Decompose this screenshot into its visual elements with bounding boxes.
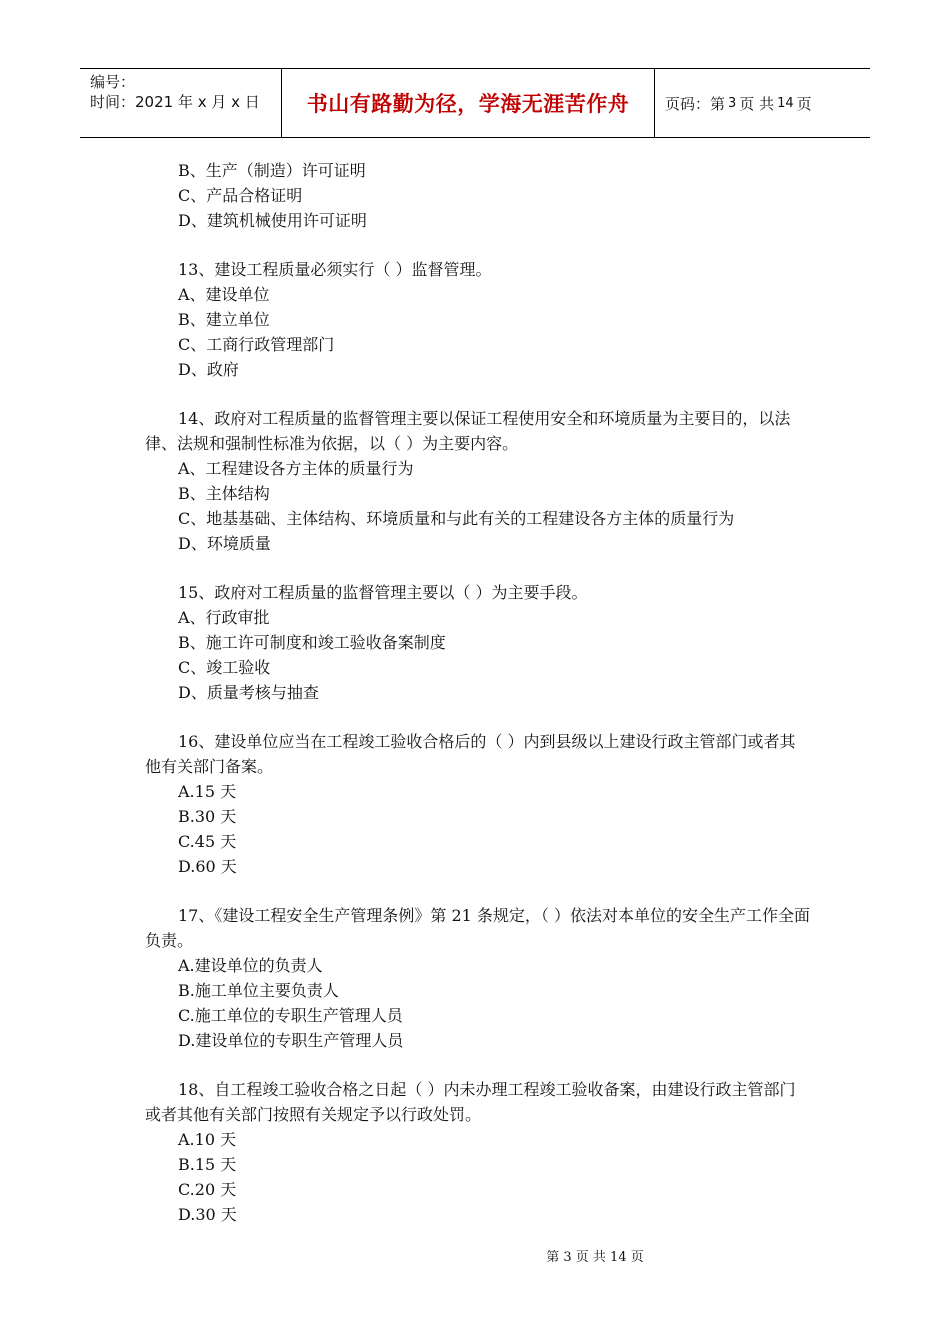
question-text: 16、建设单位应当在工程竣工验收合格后的（ ）内到县级以上建设行政主管部门或者其他有关部门备案。 xyxy=(145,732,796,776)
answer-option: A.10 天 xyxy=(178,1130,237,1149)
answer-option: D、质量考核与抽查 xyxy=(178,683,319,702)
paragraph-gap xyxy=(145,1053,810,1077)
motto: 书山有路勤为径，学海无涯苦作舟 xyxy=(306,92,630,116)
answer-option: C.施工单位的专职生产管理人员 xyxy=(178,1006,403,1025)
page-current: 3 xyxy=(728,95,737,111)
page-mid: 页 共 xyxy=(739,94,775,113)
page-total: 14 xyxy=(777,95,794,111)
question-text: 13、建设工程质量必须实行（ ）监督管理。 xyxy=(178,260,492,279)
answer-option: A、行政审批 xyxy=(178,608,270,627)
answer-option: C、产品合格证明 xyxy=(178,186,303,205)
paragraph-gap xyxy=(145,233,810,257)
header-meta xyxy=(80,69,282,137)
answer-option: C、工商行政管理部门 xyxy=(178,335,335,354)
answer-option: A、建设单位 xyxy=(178,285,270,304)
answer-option: C、竣工验收 xyxy=(178,658,271,677)
header-motto-cell xyxy=(282,69,655,137)
paragraph-gap xyxy=(145,556,810,580)
answer-option: B、施工许可制度和竣工验收备案制度 xyxy=(178,633,446,652)
answer-option: C、地基基础、主体结构、环境质量和与此有关的工程建设各方主体的质量行为 xyxy=(178,509,735,528)
answer-option: A.建设单位的负责人 xyxy=(178,956,323,975)
answer-option: D、政府 xyxy=(178,360,239,379)
header-page-cell xyxy=(655,69,870,137)
answer-option: B、主体结构 xyxy=(178,484,270,503)
answer-option: A.15 天 xyxy=(178,782,237,801)
question-text: 14、政府对工程质量的监督管理主要以保证工程使用安全和环境质量为主要目的，以法律、法规和强制性标准为依据，以（ ）为主要内容。 xyxy=(145,409,791,453)
answer-option: B.30 天 xyxy=(178,807,237,826)
answer-option: B.施工单位主要负责人 xyxy=(178,981,339,1000)
document-body xyxy=(145,158,810,1227)
answer-option: B、建立单位 xyxy=(178,310,270,329)
page-suffix: 页 xyxy=(796,94,812,113)
page-header xyxy=(80,68,870,138)
answer-option: A、工程建设各方主体的质量行为 xyxy=(178,459,414,478)
answer-option: D.30 天 xyxy=(178,1205,237,1224)
question-text: 18、自工程竣工验收合格之日起（ ）内未办理工程竣工验收备案，由建设行政主管部门或者其他有关部门按照有关规定予以行政处罚。 xyxy=(145,1080,796,1124)
answer-option: B.15 天 xyxy=(178,1155,237,1174)
paragraph-gap xyxy=(145,382,810,406)
time-label: 时间：2021 年 x 月 x 日 xyxy=(90,93,260,111)
question-text: 17、《建设工程安全生产管理条例》第 21 条规定，（ ）依法对本单位的安全生产工作全面负责。 xyxy=(145,906,810,950)
paragraph-gap xyxy=(145,705,810,729)
paragraph-gap xyxy=(145,879,810,903)
question-text: 15、政府对工程质量的监督管理主要以（ ）为主要手段。 xyxy=(178,583,588,602)
answer-option: B、生产（制造）许可证明 xyxy=(178,161,366,180)
answer-option: C.20 天 xyxy=(178,1180,237,1199)
number-label: 编号： xyxy=(90,73,136,91)
answer-option: D.60 天 xyxy=(178,857,237,876)
page-prefix: 页码：第 xyxy=(665,94,726,113)
answer-option: D.建设单位的专职生产管理人员 xyxy=(178,1031,404,1050)
answer-option: C.45 天 xyxy=(178,832,237,851)
answer-option: D、建筑机械使用许可证明 xyxy=(178,211,367,230)
page-footer: 第 3 页 共 14 页 xyxy=(546,1250,644,1265)
answer-option: D、环境质量 xyxy=(178,534,271,553)
